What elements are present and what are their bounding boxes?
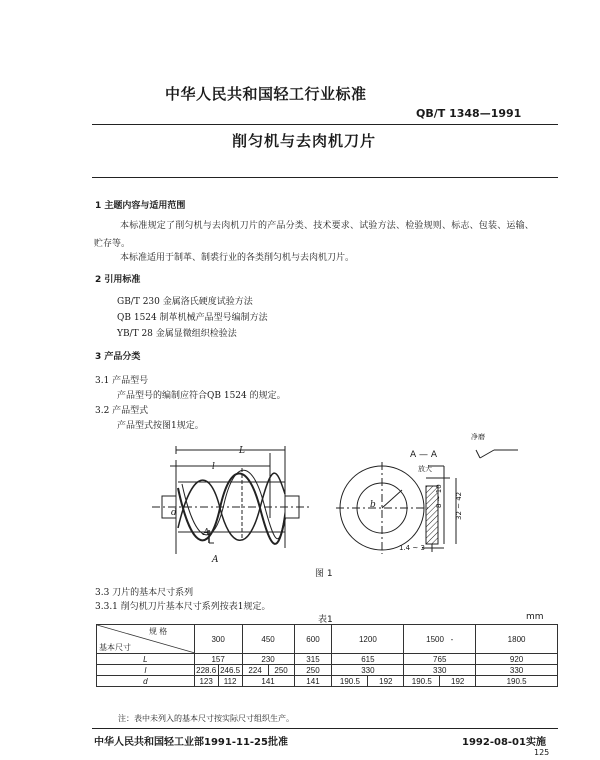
table-cell: 192 xyxy=(440,676,476,687)
section-3-1-text: 产品型号的编制应符合QB 1524 的规定。 xyxy=(117,391,286,401)
enlarged-note: 放大 xyxy=(418,465,432,473)
spec-cell: 450 xyxy=(242,625,294,654)
section-2-heading: 2 引用标准 xyxy=(95,275,141,285)
figure-label-b: b xyxy=(370,500,376,510)
row-label: d xyxy=(97,676,195,687)
spec-cell: 1200 xyxy=(332,625,404,654)
issuing-body-title: 中华人民共和国轻工行业标准 xyxy=(165,85,367,103)
section-1-scope: 本标准适用于制革、制裘行业的各类削匀机与去肉机刀片。 xyxy=(120,253,355,263)
table-cell: 315 xyxy=(294,654,332,665)
footer-rule xyxy=(92,728,558,729)
table-header-corner xyxy=(97,625,195,654)
table-cell: 141 xyxy=(294,676,332,687)
section-1-paragraph-line1: 本标准规定了削匀机与去肉机刀片的产品分类、技术要求、试验方法、检验规则、标志、包装、运输、 xyxy=(120,221,535,231)
dimension-table xyxy=(96,624,558,687)
spec-cell: 300 xyxy=(194,625,242,654)
surface-finish-note: 净磨 xyxy=(471,433,485,441)
dimension-8-10: 8 ~ 10 xyxy=(435,484,443,508)
table-cell: 157 xyxy=(194,654,242,665)
table-cell: 920 xyxy=(476,654,558,665)
reference-item: QB 1524 制革机械产品型号编制方法 xyxy=(117,313,268,323)
table-caption: 表1 xyxy=(318,615,333,625)
table-row xyxy=(97,676,558,687)
table-cell: 765 xyxy=(404,654,476,665)
table-cell: 228.6 xyxy=(196,665,217,675)
table-cell: 112 xyxy=(218,676,242,687)
table-cell: 615 xyxy=(332,654,404,665)
dimension-1-4-3: 1.4 ~ 3 xyxy=(399,544,425,552)
header-dim-label: 基本尺寸 xyxy=(99,643,131,652)
table-cell: 192 xyxy=(368,676,404,687)
section-3-3-title: 3.3 刀片的基本尺寸系列 xyxy=(95,588,194,598)
figure-1-drawing xyxy=(140,428,520,568)
table-cell: 190.5 xyxy=(332,676,368,687)
spec-value: 1500 xyxy=(426,634,444,644)
table-cell: 190.5 xyxy=(404,676,440,687)
title-rule xyxy=(92,177,558,178)
header-spec-label: 规 格 xyxy=(149,627,168,636)
header-rule xyxy=(92,124,558,125)
section-3-2-text: 产品型式按图1规定。 xyxy=(117,421,204,431)
table-cell: 123 xyxy=(194,676,218,687)
section-view-label: A — A xyxy=(410,450,438,460)
spec-cell: 600 xyxy=(294,625,332,654)
standard-code: QB/T 1348—1991 xyxy=(416,107,522,120)
reference-item: GB/T 230 金属洛氏硬度试验方法 xyxy=(117,297,253,307)
figure-caption: 图 1 xyxy=(315,569,333,579)
figure-label-l: l xyxy=(212,462,215,472)
dimension-32-42: 32 ~ 42 xyxy=(455,491,463,520)
table-note: 注：表中未列入的基本尺寸按实际尺寸组织生产。 xyxy=(118,714,294,723)
table-cell: 330 xyxy=(404,665,476,676)
section-3-1-title: 3.1 产品型号 xyxy=(95,376,149,386)
spec-dash: - xyxy=(450,634,454,644)
figure-label-L: L xyxy=(239,446,245,456)
table-header-row xyxy=(97,625,558,654)
document-title: 削匀机与去肉机刀片 xyxy=(232,132,377,150)
row-label: l xyxy=(97,665,195,676)
table-cell: 250 xyxy=(268,665,294,676)
section-3-3-1-text: 3.3.1 削匀机刀片基本尺寸系列按表1规定。 xyxy=(95,602,271,612)
page-number: 125 xyxy=(534,748,550,757)
spec-cell xyxy=(404,625,476,654)
reference-item: YB/T 28 金属显微组织检验法 xyxy=(117,329,237,339)
table-cell: 141 xyxy=(242,676,294,687)
effective-date: 1992-08-01实施 xyxy=(462,737,546,748)
table-cell: 330 xyxy=(332,665,404,676)
section-3-2-title: 3.2 产品型式 xyxy=(95,406,149,416)
table-unit: mm xyxy=(526,612,544,622)
table-cell: 330 xyxy=(476,665,558,676)
section-1-paragraph-line2: 贮存等。 xyxy=(94,239,131,249)
approval-line: 中华人民共和国轻工业部1991-11-25批准 xyxy=(94,737,288,748)
section-3-heading: 3 产品分类 xyxy=(95,352,141,362)
figure-label-A-bottom: A xyxy=(212,555,219,565)
table-cell: 190.5 xyxy=(476,676,558,687)
spec-cell: 1800 xyxy=(476,625,558,654)
row-label: L xyxy=(97,654,195,665)
table-row xyxy=(97,665,558,676)
table-cell: 224 xyxy=(242,665,268,676)
figure-label-d: d xyxy=(171,508,177,518)
figure-label-A-top: A xyxy=(203,528,210,538)
table-cell: 230 xyxy=(242,654,294,665)
section-1-heading: 1 主题内容与适用范围 xyxy=(95,201,186,211)
table-cell: 250 xyxy=(294,665,332,676)
table-cell: 246.5 xyxy=(220,665,241,675)
table-row xyxy=(97,654,558,665)
